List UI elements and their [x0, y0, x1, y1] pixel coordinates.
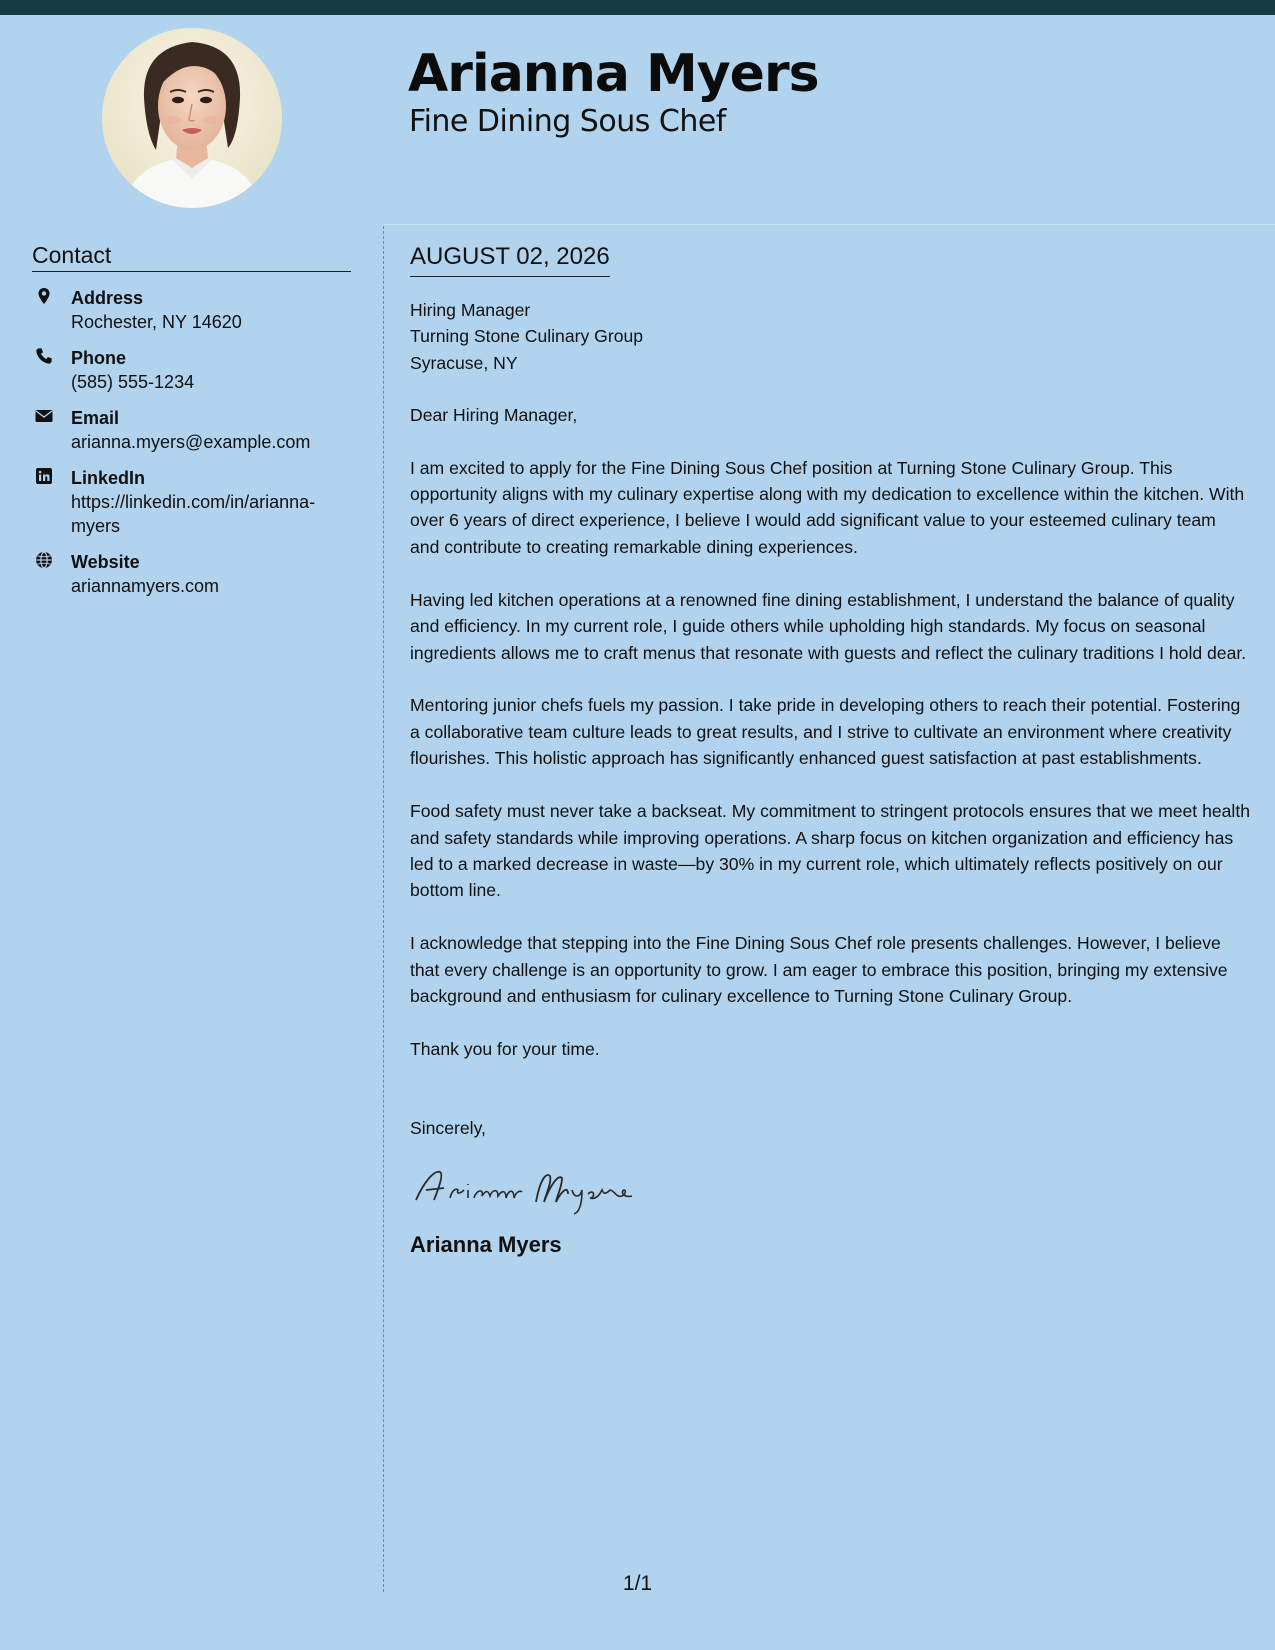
applicant-name: Arianna Myers	[408, 44, 819, 104]
body-paragraph: I acknowledge that stepping into the Fine Dining Sous Chef role presents challenges. However, I believe that every challenge is an opportunity to grow. I am eager to embrace this position, bringing my extensive background and enthusiasm for culinary excellence to Turning Stone Culinary Group.	[410, 933, 1228, 1007]
globe-icon	[35, 551, 53, 569]
contact-label: Website	[71, 552, 140, 572]
signed-name: Arianna Myers	[410, 1231, 562, 1257]
handwritten-signature	[410, 1160, 1250, 1216]
column-divider	[383, 226, 384, 1592]
body-paragraph: Mentoring junior chefs fuels my passion. I take pride in developing others to reach their potential. Fostering a collaborative team culture leads to great results, and I strive to cultivate an environment where creativity flourishes. This holistic approach has significantly enhanced guest satisfaction at past establishments.	[410, 695, 1241, 769]
contact-label: Phone	[71, 348, 127, 368]
map-pin-icon	[35, 287, 53, 305]
body-paragraph: I am excited to apply for the Fine Dining Sous Chef position at Turning Stone Culinary Group. This opportunity aligns with my culinary expertise along with my dedication to excellence within the kitchen. With over 6 years of direct experience, I believe I would add significant value to your esteemed culinary team and contribute to creating remarkable dining experiences.	[410, 457, 1245, 557]
recipient-line: Hiring Manager	[410, 300, 531, 320]
contact-item-website	[32, 550, 352, 598]
letter-date: AUGUST 02, 2026	[410, 240, 610, 277]
header-divider	[384, 224, 1275, 225]
contact-list	[32, 286, 352, 610]
contact-item-linkedin	[32, 466, 352, 538]
envelope-icon	[35, 407, 53, 425]
contact-item-phone	[32, 346, 352, 394]
recipient-line: Syracuse, NY	[410, 352, 518, 373]
contact-heading: Contact	[32, 240, 351, 272]
job-title: Fine Dining Sous Chef	[409, 104, 726, 139]
phone-value: (585) 555-1234	[71, 372, 195, 392]
linkedin-value[interactable]: https://linkedin.com/in/arianna-myers	[71, 492, 316, 536]
page-number: 1/1	[622, 1572, 653, 1595]
recipient-block	[410, 297, 1250, 376]
profile-photo	[102, 28, 282, 208]
phone-icon	[35, 347, 53, 365]
address-value: Rochester, NY 14620	[71, 312, 242, 332]
sign-off: Sincerely,	[410, 1118, 486, 1139]
contact-label: Email	[71, 408, 120, 428]
contact-item-email	[32, 406, 352, 454]
contact-label: Address	[71, 288, 144, 308]
website-value[interactable]: ariannamyers.com	[71, 576, 220, 596]
linkedin-icon	[35, 467, 53, 485]
salutation: Dear Hiring Manager,	[410, 405, 578, 426]
closing-thanks: Thank you for your time.	[410, 1039, 600, 1060]
top-band	[0, 0, 1275, 15]
body-paragraph: Having led kitchen operations at a renowned fine dining establishment, I understand the balance of quality and efficiency. In my current role, I guide others while upholding high standards. My focus on seasonal ingredients allows me to craft menus that resonate with guests and reflect the culinary traditions I hold dear.	[410, 589, 1247, 663]
letter-body	[410, 240, 1250, 1260]
email-value[interactable]: arianna.myers@example.com	[71, 432, 311, 452]
contact-item-address	[32, 286, 352, 334]
recipient-line: Turning Stone Culinary Group	[410, 326, 644, 347]
body-paragraph: Food safety must never take a backseat. My commitment to stringent protocols ensures that we meet health and safety standards while improving operations. A sharp focus on kitchen organization and efficiency has led to a marked decrease in waste—by 30% in my current role, which ultimately reflects positively on our bottom line.	[410, 801, 1251, 901]
contact-label: LinkedIn	[71, 468, 146, 488]
